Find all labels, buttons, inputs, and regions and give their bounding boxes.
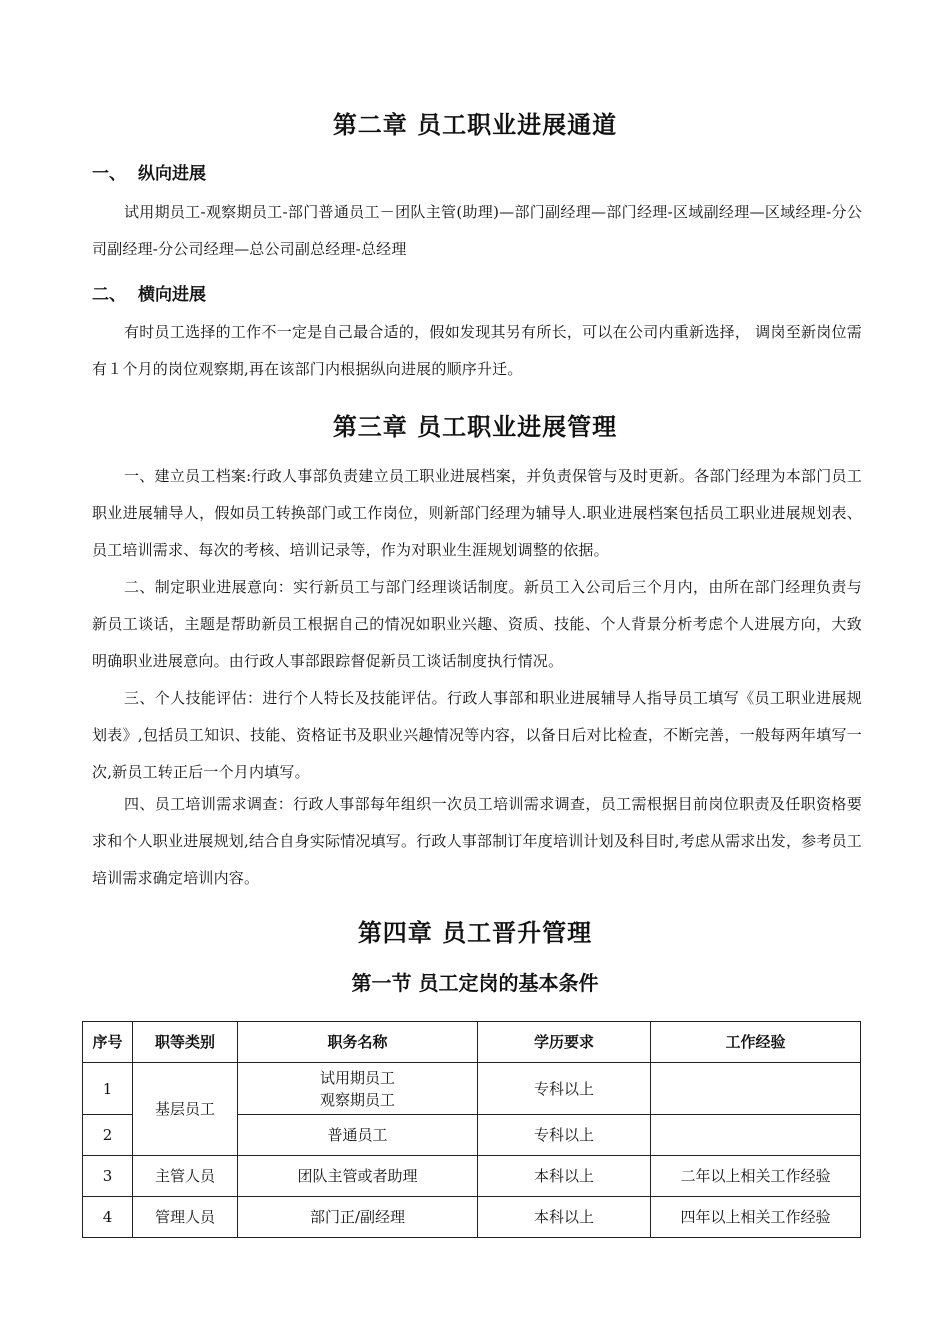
table-row — [83, 1156, 861, 1197]
paragraph-employee-file: 一、建立员工档案:行政人事部负责建立员工职业进展档案，并负责保管与及时更新。各部门经理为本部门员工职业进展辅导人，假如员工转换部门或工作岗位，则新部门经理为辅导人.职业进展档案包括员工职业进展规划表、员工培训需求、每次的考核、培训记录等，作为对职业生涯规划调整的依据。 — [92, 467, 862, 559]
row-experience: 二年以上相关工作经验 — [651, 1156, 861, 1197]
horizontal-path-text: 有时员工选择的工作不一定是自己最合适的，假如发现其另有所长，可以在公司内重新选择， 调岗至新岗位需有１个月的岗位观察期,再在该部门内根据纵向进展的顺序升迁。 — [92, 323, 862, 378]
vertical-path-text: 试用期员工-观察期员工-部门普通员工－团队主管(助理)—部门副经理—部门经理-区域副经理—区域经理-分公司副经理-分公司经理—总公司副总经理-总经理 — [92, 203, 862, 258]
position-line: 观察期员工 — [319, 1090, 395, 1109]
section-vertical-number: 一、 — [92, 164, 126, 184]
table-header-row — [83, 1022, 861, 1063]
row-education: 本科以上 — [478, 1197, 651, 1238]
section-1-title: 第一节 员工定岗的基本条件 — [351, 971, 599, 995]
section-horizontal-number: 二、 — [92, 285, 126, 305]
row-position: 普通员工 — [238, 1115, 478, 1156]
header-position: 职务名称 — [238, 1022, 478, 1063]
row-experience — [651, 1115, 861, 1156]
section-vertical-title: 纵向进展 — [138, 164, 206, 184]
row-number: 2 — [83, 1115, 133, 1156]
row-number: 1 — [83, 1063, 133, 1115]
table-row — [83, 1197, 861, 1238]
row-category: 管理人员 — [133, 1197, 238, 1238]
section-vertical-heading — [92, 163, 206, 185]
section-horizontal-title: 横向进展 — [138, 285, 206, 305]
chapter-2-title: 第二章 员工职业进展通道 — [332, 111, 618, 139]
chapter-4-title: 第四章 员工晋升管理 — [357, 919, 593, 947]
row-position — [238, 1063, 478, 1115]
header-number: 序号 — [83, 1022, 133, 1063]
position-line: 试用期员工 — [319, 1068, 395, 1087]
paragraph-skill-assessment: 三、个人技能评估：进行个人特长及技能评估。行政人事部和职业进展辅导人指导员工填写《员工职业进展规划表》,包括员工知识、技能、资格证书及职业兴趣情况等内容，以备日后对比检查，不断完善，一般每两年填写一次,新员工转正后一个月内填写。 — [92, 689, 862, 781]
section-horizontal-heading — [92, 284, 206, 306]
paragraph-career-intention: 二、制定职业进展意向：实行新员工与部门经理谈话制度。新员工入公司后三个月内，由所在部门经理负责与新员工谈话，主题是帮助新员工根据自己的情况如职业兴趣、资质、技能、个人背景分析考虑个人进展方向，大致明确职业进展意向。由行政人事部跟踪督促新员工谈话制度执行情况。 — [92, 578, 862, 670]
row-position: 部门正/副经理 — [238, 1197, 478, 1238]
header-category: 职等类别 — [133, 1022, 238, 1063]
row-experience — [651, 1063, 861, 1115]
row-experience: 四年以上相关工作经验 — [651, 1197, 861, 1238]
header-experience: 工作经验 — [651, 1022, 861, 1063]
row-education: 专科以上 — [478, 1115, 651, 1156]
row-position: 团队主管或者助理 — [238, 1156, 478, 1197]
row-category: 主管人员 — [133, 1156, 238, 1197]
header-education: 学历要求 — [478, 1022, 651, 1063]
row-number: 4 — [83, 1197, 133, 1238]
table-row — [83, 1063, 861, 1115]
chapter-3-title: 第三章 员工职业进展管理 — [332, 413, 618, 441]
position-requirements-table — [82, 1021, 861, 1238]
row-category: 基层员工 — [133, 1063, 238, 1156]
paragraph-training-survey: 四、员工培训需求调查：行政人事部每年组织一次员工培训需求调查，员工需根据目前岗位职责及任职资格要求和个人职业进展规划,结合自身实际情况填写。行政人事部制订年度培训计划及科目时,考虑从需求出发，参考员工培训需求确定培训内容。 — [92, 795, 862, 887]
row-education: 专科以上 — [478, 1063, 651, 1115]
row-number: 3 — [83, 1156, 133, 1197]
row-education: 本科以上 — [478, 1156, 651, 1197]
